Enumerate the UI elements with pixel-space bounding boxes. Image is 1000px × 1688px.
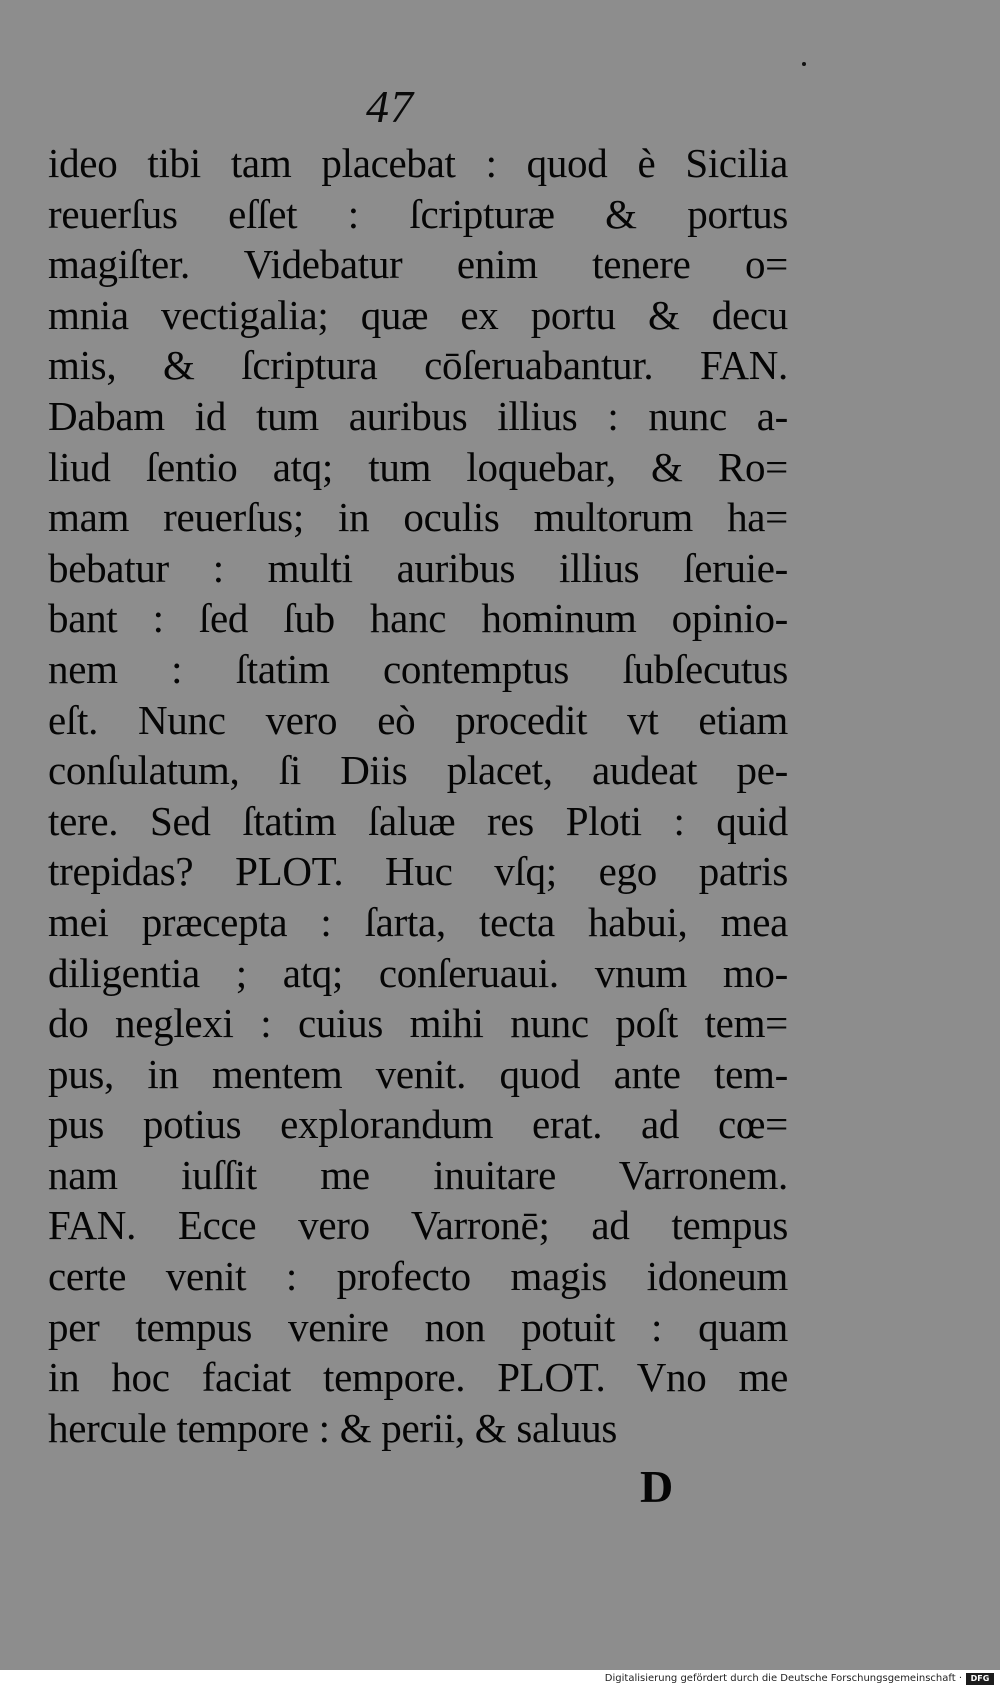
text-line: pus, in mentem venit. quod ante tem- bbox=[48, 1050, 788, 1097]
text-line: ideo tibi tam placebat : quod è Sicilia bbox=[48, 140, 788, 186]
signature-mark: D bbox=[640, 1461, 674, 1512]
scan-speck bbox=[802, 62, 806, 66]
text-line: eſt. Nunc vero eò procedit vt etiam bbox=[48, 696, 788, 743]
page-number: 47 bbox=[366, 81, 414, 132]
text-line: FAN. Ecce vero Varronē; ad tempus bbox=[48, 1202, 788, 1249]
text-line: Dabam id tum auribus illius : nunc a- bbox=[48, 392, 788, 439]
footer-bar bbox=[0, 1670, 1000, 1688]
text-line: bant : ſed ſub hanc hominum opinio- bbox=[48, 595, 788, 642]
text-line: do neglexi : cuius mihi nunc poſt tem= bbox=[48, 1000, 788, 1047]
text-line: conſulatum, ſi Diis placet, audeat pe- bbox=[48, 747, 788, 794]
text-line: reuerſus eſſet : ſcripturæ & portus bbox=[48, 190, 788, 237]
text-line: diligentia ; atq; conſeruaui. vnum mo- bbox=[48, 949, 788, 996]
text-line: mei præcepta : ſarta, tecta habui, mea bbox=[48, 898, 788, 945]
text-line: nem : ſtatim contemptus ſubſecutus bbox=[48, 645, 788, 692]
text-line: certe venit : profecto magis idoneum bbox=[48, 1253, 788, 1300]
text-line: mis, & ſcriptura cōſeruabantur. FAN. bbox=[48, 342, 788, 389]
text-line: bebatur : multi auribus illius ſeruie- bbox=[48, 544, 788, 591]
text-line: trepidas? PLOT. Huc vſq; ego patris bbox=[48, 848, 788, 895]
text-line: nam iuſſit me inuitare Varronem. bbox=[48, 1151, 788, 1198]
text-line: in hoc faciat tempore. PLOT. Vno me bbox=[48, 1354, 788, 1401]
text-line: pus potius explorandum erat. ad cœ= bbox=[48, 1101, 788, 1148]
text-line: tere. Sed ſtatim ſaluæ res Ploti : quid bbox=[48, 797, 788, 844]
text-line: mam reuerſus; in oculis multorum ha= bbox=[48, 494, 788, 541]
funding-credit: Digitalisierung gefördert durch die Deutsche Forschungsgemeinschaft · bbox=[604, 1673, 962, 1684]
text-line: liud ſentio atq; tum loquebar, & Ro= bbox=[48, 443, 788, 490]
text-line: per tempus venire non potuit : quam bbox=[48, 1303, 788, 1350]
text-line: magiſter. Videbatur enim tenere o= bbox=[48, 241, 788, 288]
body-text bbox=[48, 138, 788, 1453]
dfg-logo-icon: DFG bbox=[966, 1673, 994, 1685]
text-line: mnia vectigalia; quæ ex portu & decu bbox=[48, 291, 788, 338]
text-line: hercule tempore : & perii, & saluus bbox=[48, 1404, 618, 1451]
